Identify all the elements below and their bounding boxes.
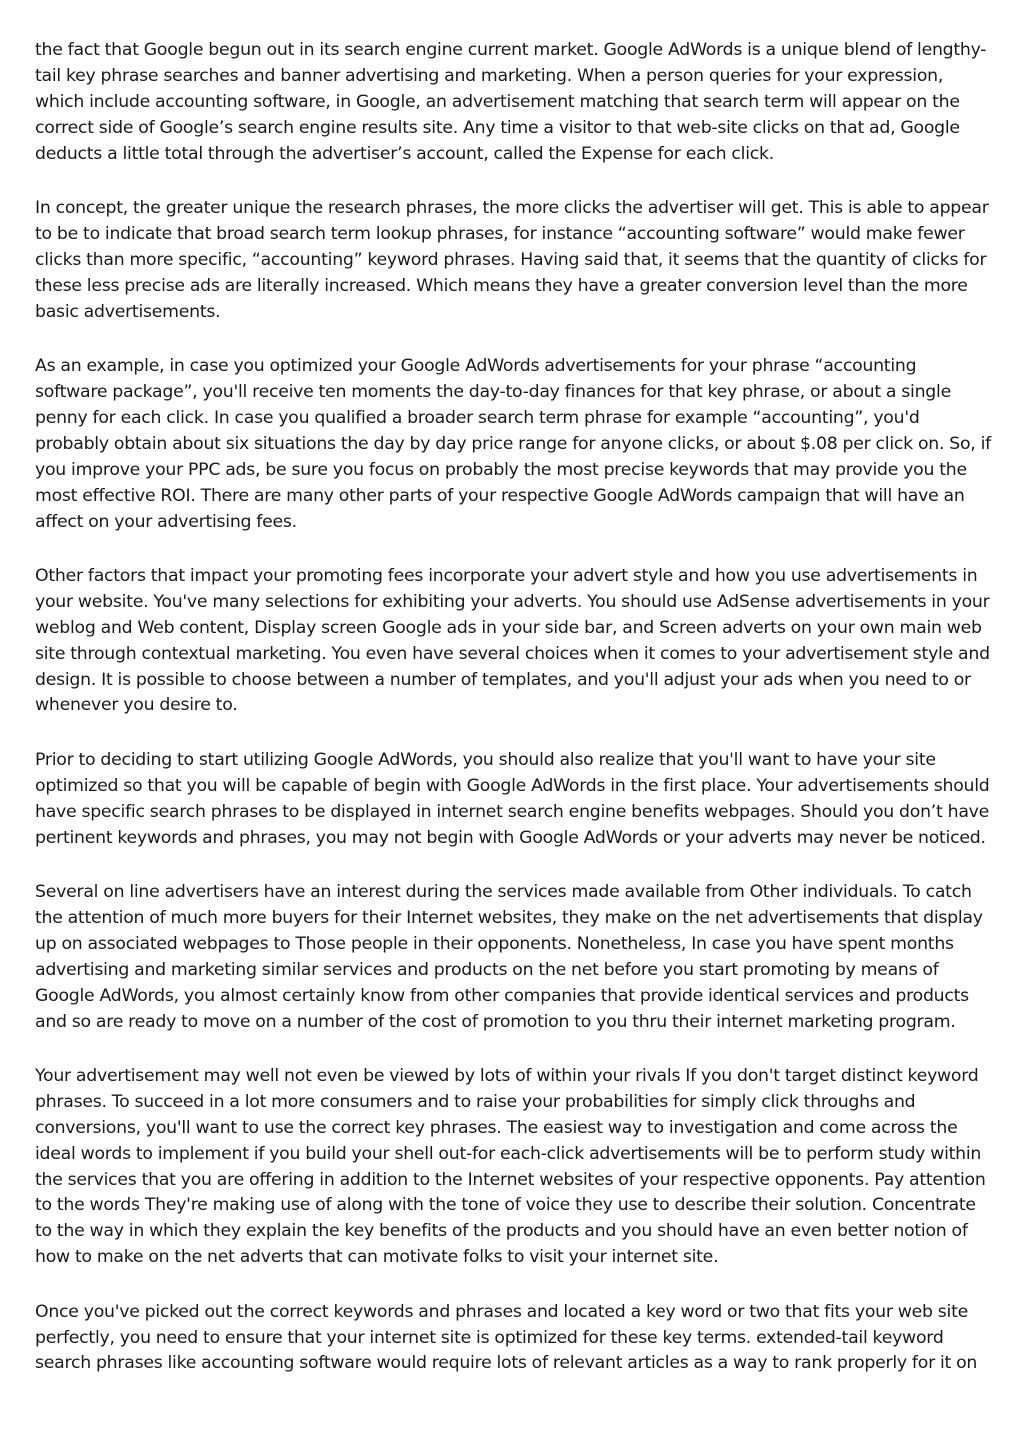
paragraph-2: In concept, the greater unique the research phrases, the more clicks the advertiser will get. This is able to appear to be to indicate that broad search term lookup phrases, for instance “accounting software” would make fewer clicks than more specific, “accounting” keyword phrases. Having said that, it seems that the quantity of clicks for these less precise ads are literally increased. Which means they have a greater conversion level than the more basic advertisements.: [35, 198, 989, 322]
document-body: [35, 38, 993, 1406]
paragraph-8: Once you've picked out the correct keywords and phrases and located a key word or two that fits your web site perfectly, you need to ensure that your internet site is optimized for these key terms. extended-tail keyword search phrases like accounting software would require lots of relevant articles as a way to rank properly for it on: [35, 1301, 978, 1374]
paragraph-1: the fact that Google begun out in its search engine current market. Google AdWords is a unique blend of lengthy-tail key phrase searches and banner advertising and marketing. When a person queries for your expression, which include accounting software, in Google, an advertisement matching that search term will appear on the correct side of Google’s search engine results site. Any time a visitor to that web-site clicks on that ad, Google deducts a little total through the advertiser’s account, called the Expense for each click.: [35, 40, 987, 164]
paragraph-5: Prior to deciding to start utilizing Google AdWords, you should also realize that you'll want to have your site optimized so that you will be capable of begin with Google AdWords in the first place. Your advertisements should have specific search phrases to be displayed in internet search engine benefits webpages. Should you don’t have pertinent keywords and phrases, you may not begin with Google AdWords or your adverts may never be noticed.: [35, 749, 990, 848]
paragraph-3: As an example, in case you optimized your Google AdWords advertisements for your phrase “accounting software package”, you'll receive ten moments the day-to-day finances for that key phrase, or about a single penny for each click. In case you qualified a broader search term phrase for example “accounting”, you'd probably obtain about six situations the day by day price range for anyone clicks, or about $.08 per click on. So, if you improve your PPC ads, be sure you focus on probably the most precise keywords that may provide you the most effective ROI. There are many other parts of your respective Google AdWords campaign that will have an affect on your advertising fees.: [35, 356, 991, 532]
paragraph-4: Other factors that impact your promoting fees incorporate your advert style and how you use advertisements in your website. You've many selections for exhibiting your adverts. You should use AdSense advertisements in your weblog and Web content, Display screen Google ads in your side bar, and Screen adverts on your own main web site through contextual marketing. You even have several choices when it comes to your advertisement style and design. It is possible to choose between a number of templates, and you'll adjust your ads when you need to or whenever you desire to.: [35, 565, 990, 716]
paragraph-6: Several on line advertisers have an interest during the services made available from Other individuals. To catch the attention of much more buyers for their Internet websites, they make on the net advertisements that display up on associated webpages to Those people in their opponents. Nonetheless, In case you have spent months advertising and marketing similar services and products on the net before you start promoting by means of Google AdWords, you almost certainly know from other companies that provide identical services and products and so are ready to move on a number of the cost of promotion to you thru their internet marketing program.: [35, 881, 983, 1032]
paragraph-7: Your advertisement may well not even be viewed by lots of within your rivals If you don't target distinct keyword phrases. To succeed in a lot more consumers and to raise your probabilities for simply click throughs and conversions, you'll want to use the correct key phrases. The easiest way to investigation and come across the ideal words to implement if you build your shell out-for each-click advertisements will be to perform study within the services that you are offering in addition to the Internet websites of your respective opponents. Pay attention to the words They're making use of along with the tone of voice they use to describe their solution. Concentrate to the way in which they explain the key benefits of the products and you should have an even better notion of how to make on the net adverts that can motivate folks to visit your internet site.: [35, 1065, 986, 1268]
